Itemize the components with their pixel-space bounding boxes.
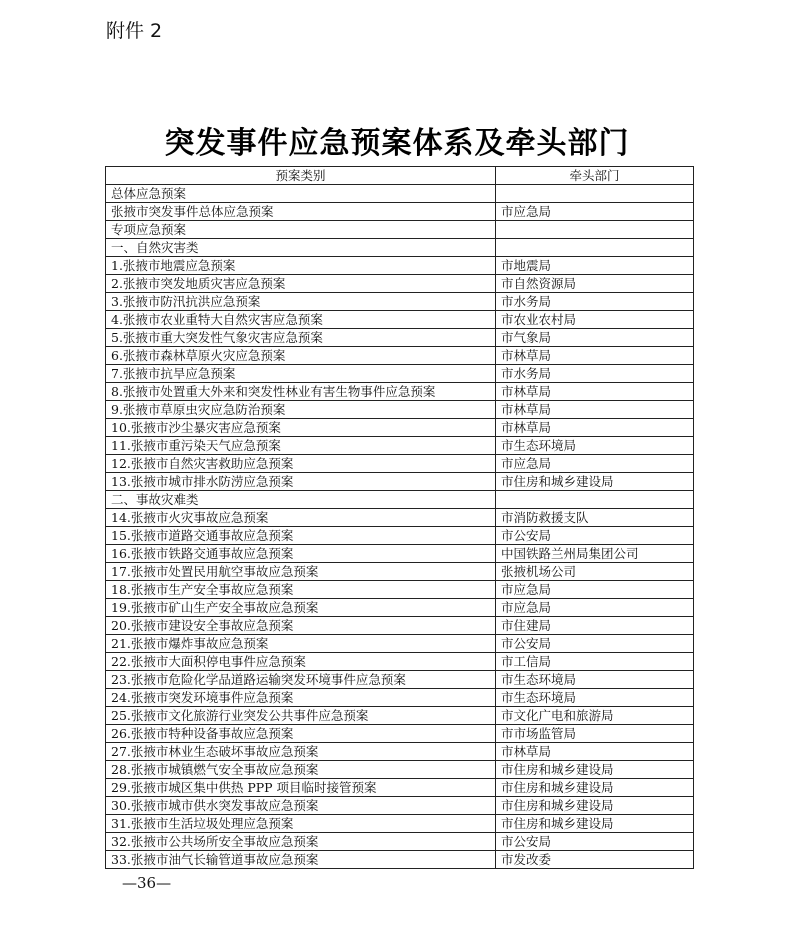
plan-name: 7.张掖市抗旱应急预案 bbox=[106, 365, 496, 383]
table-row bbox=[106, 275, 694, 293]
lead-department: 市消防救援支队 bbox=[496, 509, 694, 527]
section-heading: 专项应急预案 bbox=[106, 221, 496, 239]
lead-department: 市发改委 bbox=[496, 851, 694, 869]
lead-department: 市水务局 bbox=[496, 365, 694, 383]
plan-name: 27.张掖市林业生态破坏事故应急预案 bbox=[106, 743, 496, 761]
lead-department: 张掖机场公司 bbox=[496, 563, 694, 581]
section-row bbox=[106, 185, 694, 203]
section-heading: 一、自然灾害类 bbox=[106, 239, 496, 257]
plan-name: 11.张掖市重污染天气应急预案 bbox=[106, 437, 496, 455]
plan-name: 19.张掖市矿山生产安全事故应急预案 bbox=[106, 599, 496, 617]
lead-department: 市生态环境局 bbox=[496, 689, 694, 707]
lead-department: 市住房和城乡建设局 bbox=[496, 797, 694, 815]
table-row bbox=[106, 779, 694, 797]
page-title: 突发事件应急预案体系及牵头部门 bbox=[164, 126, 630, 161]
section-row bbox=[106, 491, 694, 509]
attachment-label: 附件 2 bbox=[106, 20, 163, 42]
section-heading: 总体应急预案 bbox=[106, 185, 496, 203]
lead-department: 市公安局 bbox=[496, 833, 694, 851]
lead-department: 市农业农村局 bbox=[496, 311, 694, 329]
plan-name: 31.张掖市生活垃圾处理应急预案 bbox=[106, 815, 496, 833]
plan-name: 22.张掖市大面积停电事件应急预案 bbox=[106, 653, 496, 671]
lead-department: 市林草局 bbox=[496, 743, 694, 761]
table-row bbox=[106, 473, 694, 491]
table-row bbox=[106, 383, 694, 401]
lead-department: 市林草局 bbox=[496, 347, 694, 365]
lead-department bbox=[496, 491, 694, 509]
lead-department: 市住房和城乡建设局 bbox=[496, 473, 694, 491]
table-row bbox=[106, 419, 694, 437]
section-row bbox=[106, 221, 694, 239]
lead-department: 市住房和城乡建设局 bbox=[496, 815, 694, 833]
lead-department: 市应急局 bbox=[496, 455, 694, 473]
table-body bbox=[106, 185, 694, 869]
table-row bbox=[106, 203, 694, 221]
table-row bbox=[106, 599, 694, 617]
column-header-category: 预案类别 bbox=[106, 167, 496, 185]
table-row bbox=[106, 671, 694, 689]
table-row bbox=[106, 509, 694, 527]
lead-department: 市生态环境局 bbox=[496, 671, 694, 689]
page-number: —36— bbox=[122, 874, 172, 892]
lead-department: 市公安局 bbox=[496, 527, 694, 545]
plan-name: 张掖市突发事件总体应急预案 bbox=[106, 203, 496, 221]
table-row bbox=[106, 689, 694, 707]
table-row bbox=[106, 455, 694, 473]
plan-name: 30.张掖市城市供水突发事故应急预案 bbox=[106, 797, 496, 815]
lead-department: 市气象局 bbox=[496, 329, 694, 347]
plan-name: 6.张掖市森林草原火灾应急预案 bbox=[106, 347, 496, 365]
plan-name: 28.张掖市城镇燃气安全事故应急预案 bbox=[106, 761, 496, 779]
lead-department: 中国铁路兰州局集团公司 bbox=[496, 545, 694, 563]
lead-department bbox=[496, 239, 694, 257]
lead-department: 市住房和城乡建设局 bbox=[496, 779, 694, 797]
lead-department: 市市场监管局 bbox=[496, 725, 694, 743]
plan-name: 15.张掖市道路交通事故应急预案 bbox=[106, 527, 496, 545]
lead-department: 市应急局 bbox=[496, 599, 694, 617]
table-header-row bbox=[106, 167, 694, 185]
plan-name: 10.张掖市沙尘暴灾害应急预案 bbox=[106, 419, 496, 437]
table-row bbox=[106, 833, 694, 851]
lead-department: 市地震局 bbox=[496, 257, 694, 275]
table-row bbox=[106, 653, 694, 671]
lead-department bbox=[496, 185, 694, 203]
lead-department: 市住建局 bbox=[496, 617, 694, 635]
lead-department: 市林草局 bbox=[496, 401, 694, 419]
lead-department: 市应急局 bbox=[496, 581, 694, 599]
lead-department: 市文化广电和旅游局 bbox=[496, 707, 694, 725]
plan-name: 3.张掖市防汛抗洪应急预案 bbox=[106, 293, 496, 311]
plan-name: 33.张掖市油气长输管道事故应急预案 bbox=[106, 851, 496, 869]
table-row bbox=[106, 329, 694, 347]
table-row bbox=[106, 761, 694, 779]
lead-department bbox=[496, 221, 694, 239]
plan-name: 5.张掖市重大突发性气象灾害应急预案 bbox=[106, 329, 496, 347]
plan-name: 24.张掖市突发环境事件应急预案 bbox=[106, 689, 496, 707]
plan-name: 13.张掖市城市排水防涝应急预案 bbox=[106, 473, 496, 491]
plan-name: 17.张掖市处置民用航空事故应急预案 bbox=[106, 563, 496, 581]
table-row bbox=[106, 581, 694, 599]
plan-name: 26.张掖市特种设备事故应急预案 bbox=[106, 725, 496, 743]
column-header-department: 牵头部门 bbox=[496, 167, 694, 185]
lead-department: 市工信局 bbox=[496, 653, 694, 671]
table-row bbox=[106, 293, 694, 311]
table-row bbox=[106, 545, 694, 563]
lead-department: 市林草局 bbox=[496, 419, 694, 437]
section-heading: 二、事故灾难类 bbox=[106, 491, 496, 509]
plan-name: 29.张掖市城区集中供热 PPP 项目临时接管预案 bbox=[106, 779, 496, 797]
plan-table bbox=[105, 166, 694, 869]
lead-department: 市住房和城乡建设局 bbox=[496, 761, 694, 779]
section-row bbox=[106, 239, 694, 257]
plan-name: 4.张掖市农业重特大自然灾害应急预案 bbox=[106, 311, 496, 329]
plan-name: 18.张掖市生产安全事故应急预案 bbox=[106, 581, 496, 599]
lead-department: 市应急局 bbox=[496, 203, 694, 221]
plan-name: 8.张掖市处置重大外来和突发性林业有害生物事件应急预案 bbox=[106, 383, 496, 401]
table-row bbox=[106, 527, 694, 545]
plan-name: 16.张掖市铁路交通事故应急预案 bbox=[106, 545, 496, 563]
table-row bbox=[106, 743, 694, 761]
plan-name: 20.张掖市建设安全事故应急预案 bbox=[106, 617, 496, 635]
plan-name: 1.张掖市地震应急预案 bbox=[106, 257, 496, 275]
table-row bbox=[106, 365, 694, 383]
plan-name: 9.张掖市草原虫灾应急防治预案 bbox=[106, 401, 496, 419]
lead-department: 市水务局 bbox=[496, 293, 694, 311]
table-row bbox=[106, 311, 694, 329]
plan-name: 2.张掖市突发地质灾害应急预案 bbox=[106, 275, 496, 293]
table-row bbox=[106, 851, 694, 869]
plan-name: 25.张掖市文化旅游行业突发公共事件应急预案 bbox=[106, 707, 496, 725]
lead-department: 市公安局 bbox=[496, 635, 694, 653]
table-row bbox=[106, 437, 694, 455]
table-row bbox=[106, 635, 694, 653]
lead-department: 市林草局 bbox=[496, 383, 694, 401]
plan-name: 21.张掖市爆炸事故应急预案 bbox=[106, 635, 496, 653]
plan-name: 23.张掖市危险化学品道路运输突发环境事件应急预案 bbox=[106, 671, 496, 689]
table-row bbox=[106, 707, 694, 725]
table-row bbox=[106, 563, 694, 581]
table-row bbox=[106, 617, 694, 635]
plan-name: 32.张掖市公共场所安全事故应急预案 bbox=[106, 833, 496, 851]
table-row bbox=[106, 401, 694, 419]
plan-name: 14.张掖市火灾事故应急预案 bbox=[106, 509, 496, 527]
table-row bbox=[106, 815, 694, 833]
plan-name: 12.张掖市自然灾害救助应急预案 bbox=[106, 455, 496, 473]
table-row bbox=[106, 347, 694, 365]
table-row bbox=[106, 797, 694, 815]
table-row bbox=[106, 725, 694, 743]
table-row bbox=[106, 257, 694, 275]
lead-department: 市自然资源局 bbox=[496, 275, 694, 293]
lead-department: 市生态环境局 bbox=[496, 437, 694, 455]
